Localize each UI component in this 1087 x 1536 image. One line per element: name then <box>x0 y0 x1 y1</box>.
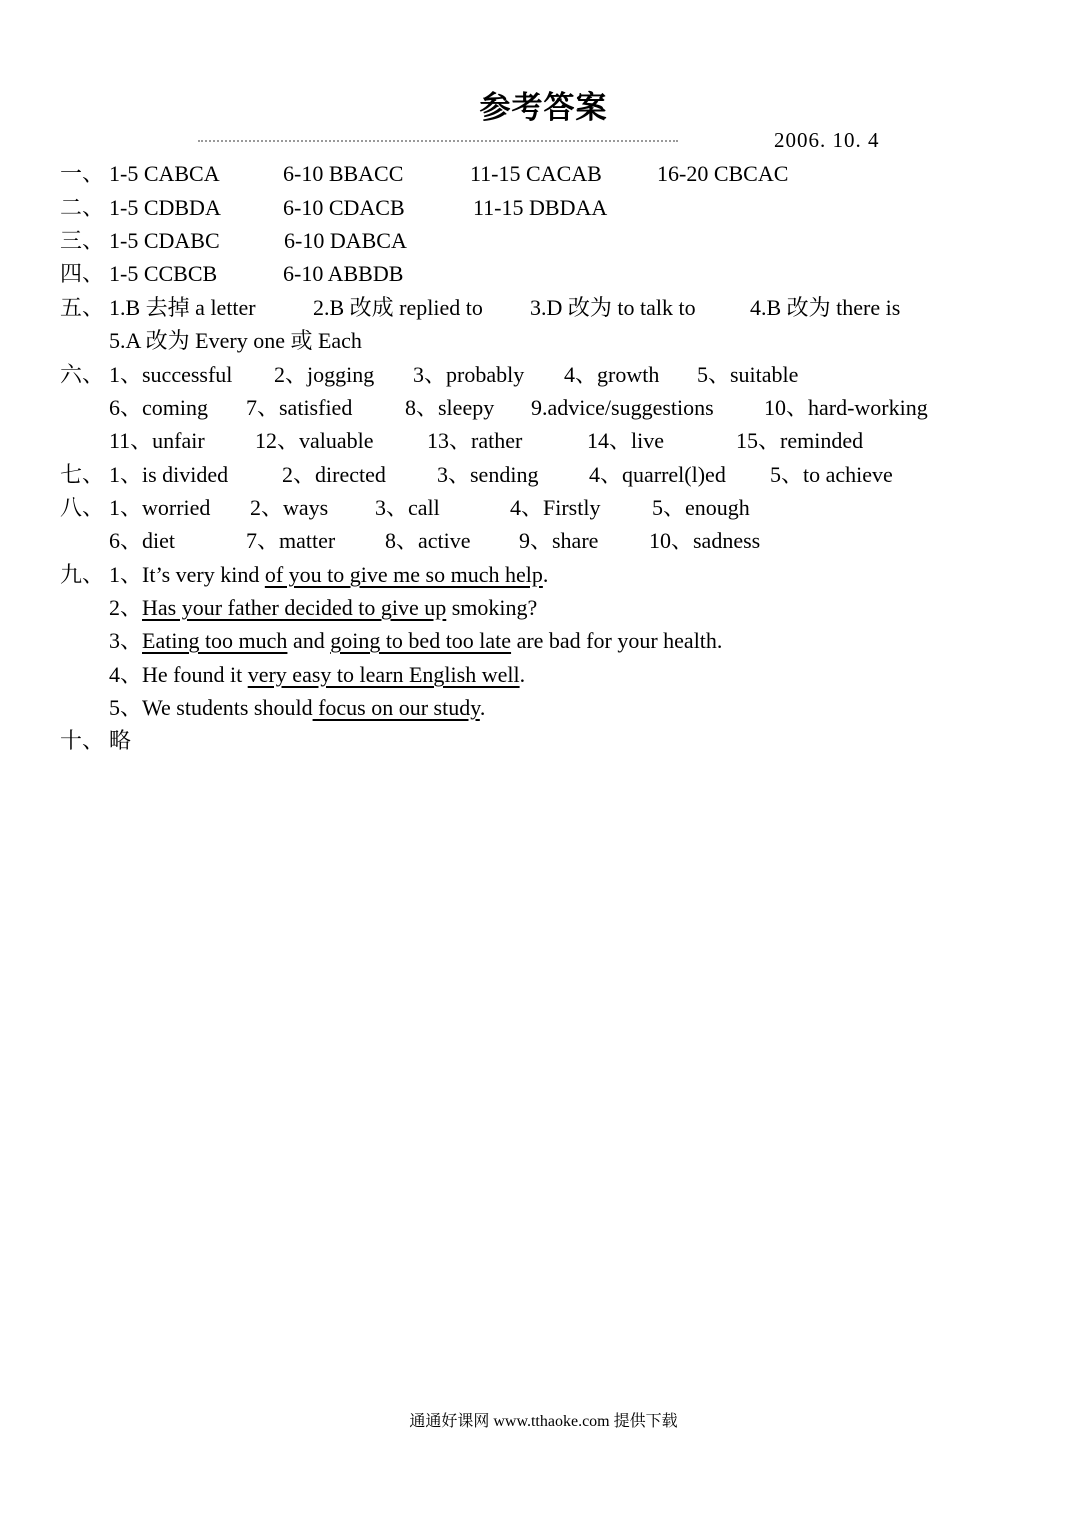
correction-item: 3.D 改为 to talk to <box>530 295 696 320</box>
answer-group: 11-15 CACAB <box>470 161 602 186</box>
sentence-text: . <box>479 695 486 720</box>
underlined-answer: very easy to learn English well <box>247 662 520 687</box>
answer-group: 16-20 CBCAC <box>657 161 789 186</box>
sentence-text: are bad for your health. <box>511 628 723 653</box>
word-answer: 3、probably <box>413 362 525 387</box>
sentence-text: and <box>287 628 331 653</box>
sentence-number: 4、 <box>109 662 143 687</box>
underlined-answer: going to bed too late <box>330 628 512 653</box>
section-number: 四、 <box>60 261 105 286</box>
correction-item: 5.A 改为 Every one 或 Each <box>109 328 362 353</box>
answer-group: 6-10 ABBDB <box>283 261 404 286</box>
word-answer: 4、quarrel(l)ed <box>589 462 726 487</box>
word-answer: 1、successful <box>109 362 233 387</box>
underlined-answer: Eating too much <box>142 628 288 653</box>
correction-item: 1.B 去掉 a letter <box>109 295 256 320</box>
sentence-text: smoking? <box>446 595 538 620</box>
word-answer: 3、sending <box>437 462 539 487</box>
answer-group: 1-5 CDBDA <box>109 195 221 220</box>
section-number: 七、 <box>60 462 105 487</box>
section-number: 六、 <box>60 362 105 387</box>
sentence-number: 2、 <box>109 595 143 620</box>
section-number: 一、 <box>60 161 105 186</box>
sentence-text: We students should <box>142 695 313 720</box>
underlined-answer: of you to give me so much help <box>264 562 543 587</box>
sentence-text: . <box>519 662 526 687</box>
word-answer: 10、hard-working <box>764 395 928 420</box>
word-answer: 12、valuable <box>255 428 374 453</box>
word-answer: 5、to achieve <box>770 462 893 487</box>
sentence-text: . <box>542 562 549 587</box>
answer-group: 11-15 DBDAA <box>473 195 608 220</box>
answer-group: 6-10 DABCA <box>284 228 407 253</box>
section-number: 九、 <box>60 562 105 587</box>
word-answer: 3、call <box>375 495 440 520</box>
sentence-number: 1、 <box>109 562 143 587</box>
sentence-number: 5、 <box>109 695 143 720</box>
word-answer: 4、Firstly <box>510 495 601 520</box>
word-answer: 8、sleepy <box>405 395 495 420</box>
section-number: 十、 <box>60 728 105 753</box>
document-date: 2006. 10. 4 <box>774 128 880 152</box>
word-answer: 7、satisfied <box>246 395 353 420</box>
correction-item: 2.B 改成 replied to <box>313 295 483 320</box>
word-answer: 9.advice/suggestions <box>531 395 714 420</box>
word-answer: 2、ways <box>250 495 329 520</box>
answer-group: 1-5 CABCA <box>109 161 220 186</box>
word-answer: 1、is divided <box>109 462 229 487</box>
word-answer: 2、jogging <box>274 362 375 387</box>
section-number: 五、 <box>60 295 105 320</box>
word-answer: 4、growth <box>564 362 660 387</box>
word-answer: 10、sadness <box>649 528 761 553</box>
word-answer: 9、share <box>519 528 599 553</box>
section-number: 三、 <box>60 228 105 253</box>
answer-group: 1-5 CDABC <box>109 228 220 253</box>
word-answer: 7、matter <box>246 528 336 553</box>
footer-credit: 通通好课网 www.tthaoke.com 提供下载 <box>409 1413 678 1430</box>
sentence <box>109 560 548 590</box>
answer-group: 6-10 CDACB <box>283 195 405 220</box>
word-answer: 5、enough <box>652 495 750 520</box>
sentence-text: It’s very kind <box>142 562 265 587</box>
dotted-divider <box>198 140 678 148</box>
answer-group: 1-5 CCBCB <box>109 261 218 286</box>
word-answer: 15、reminded <box>736 428 864 453</box>
section-number: 八、 <box>60 495 105 520</box>
word-answer: 1、worried <box>109 495 211 520</box>
word-answer: 11、unfair <box>109 428 205 453</box>
correction-item: 4.B 改为 there is <box>750 295 901 320</box>
omitted-answer: 略 <box>109 728 132 753</box>
word-answer: 13、rather <box>427 428 523 453</box>
sentence-number: 3、 <box>109 628 143 653</box>
word-answer: 6、diet <box>109 528 175 553</box>
sentence <box>109 693 485 723</box>
sentence <box>109 660 525 690</box>
sentence-text: He found it <box>142 662 248 687</box>
underlined-answer: focus on our study <box>312 695 480 720</box>
word-answer: 8、active <box>385 528 471 553</box>
word-answer: 6、coming <box>109 395 208 420</box>
sentence <box>109 593 537 623</box>
underlined-answer: Has your father decided to give up <box>142 595 447 620</box>
word-answer: 5、suitable <box>697 362 799 387</box>
sentence <box>109 626 722 656</box>
word-answer: 2、directed <box>282 462 386 487</box>
word-answer: 14、live <box>587 428 664 453</box>
answer-group: 6-10 BBACC <box>283 161 404 186</box>
section-number: 二、 <box>60 195 105 220</box>
page-title: 参考答案 <box>479 90 608 126</box>
